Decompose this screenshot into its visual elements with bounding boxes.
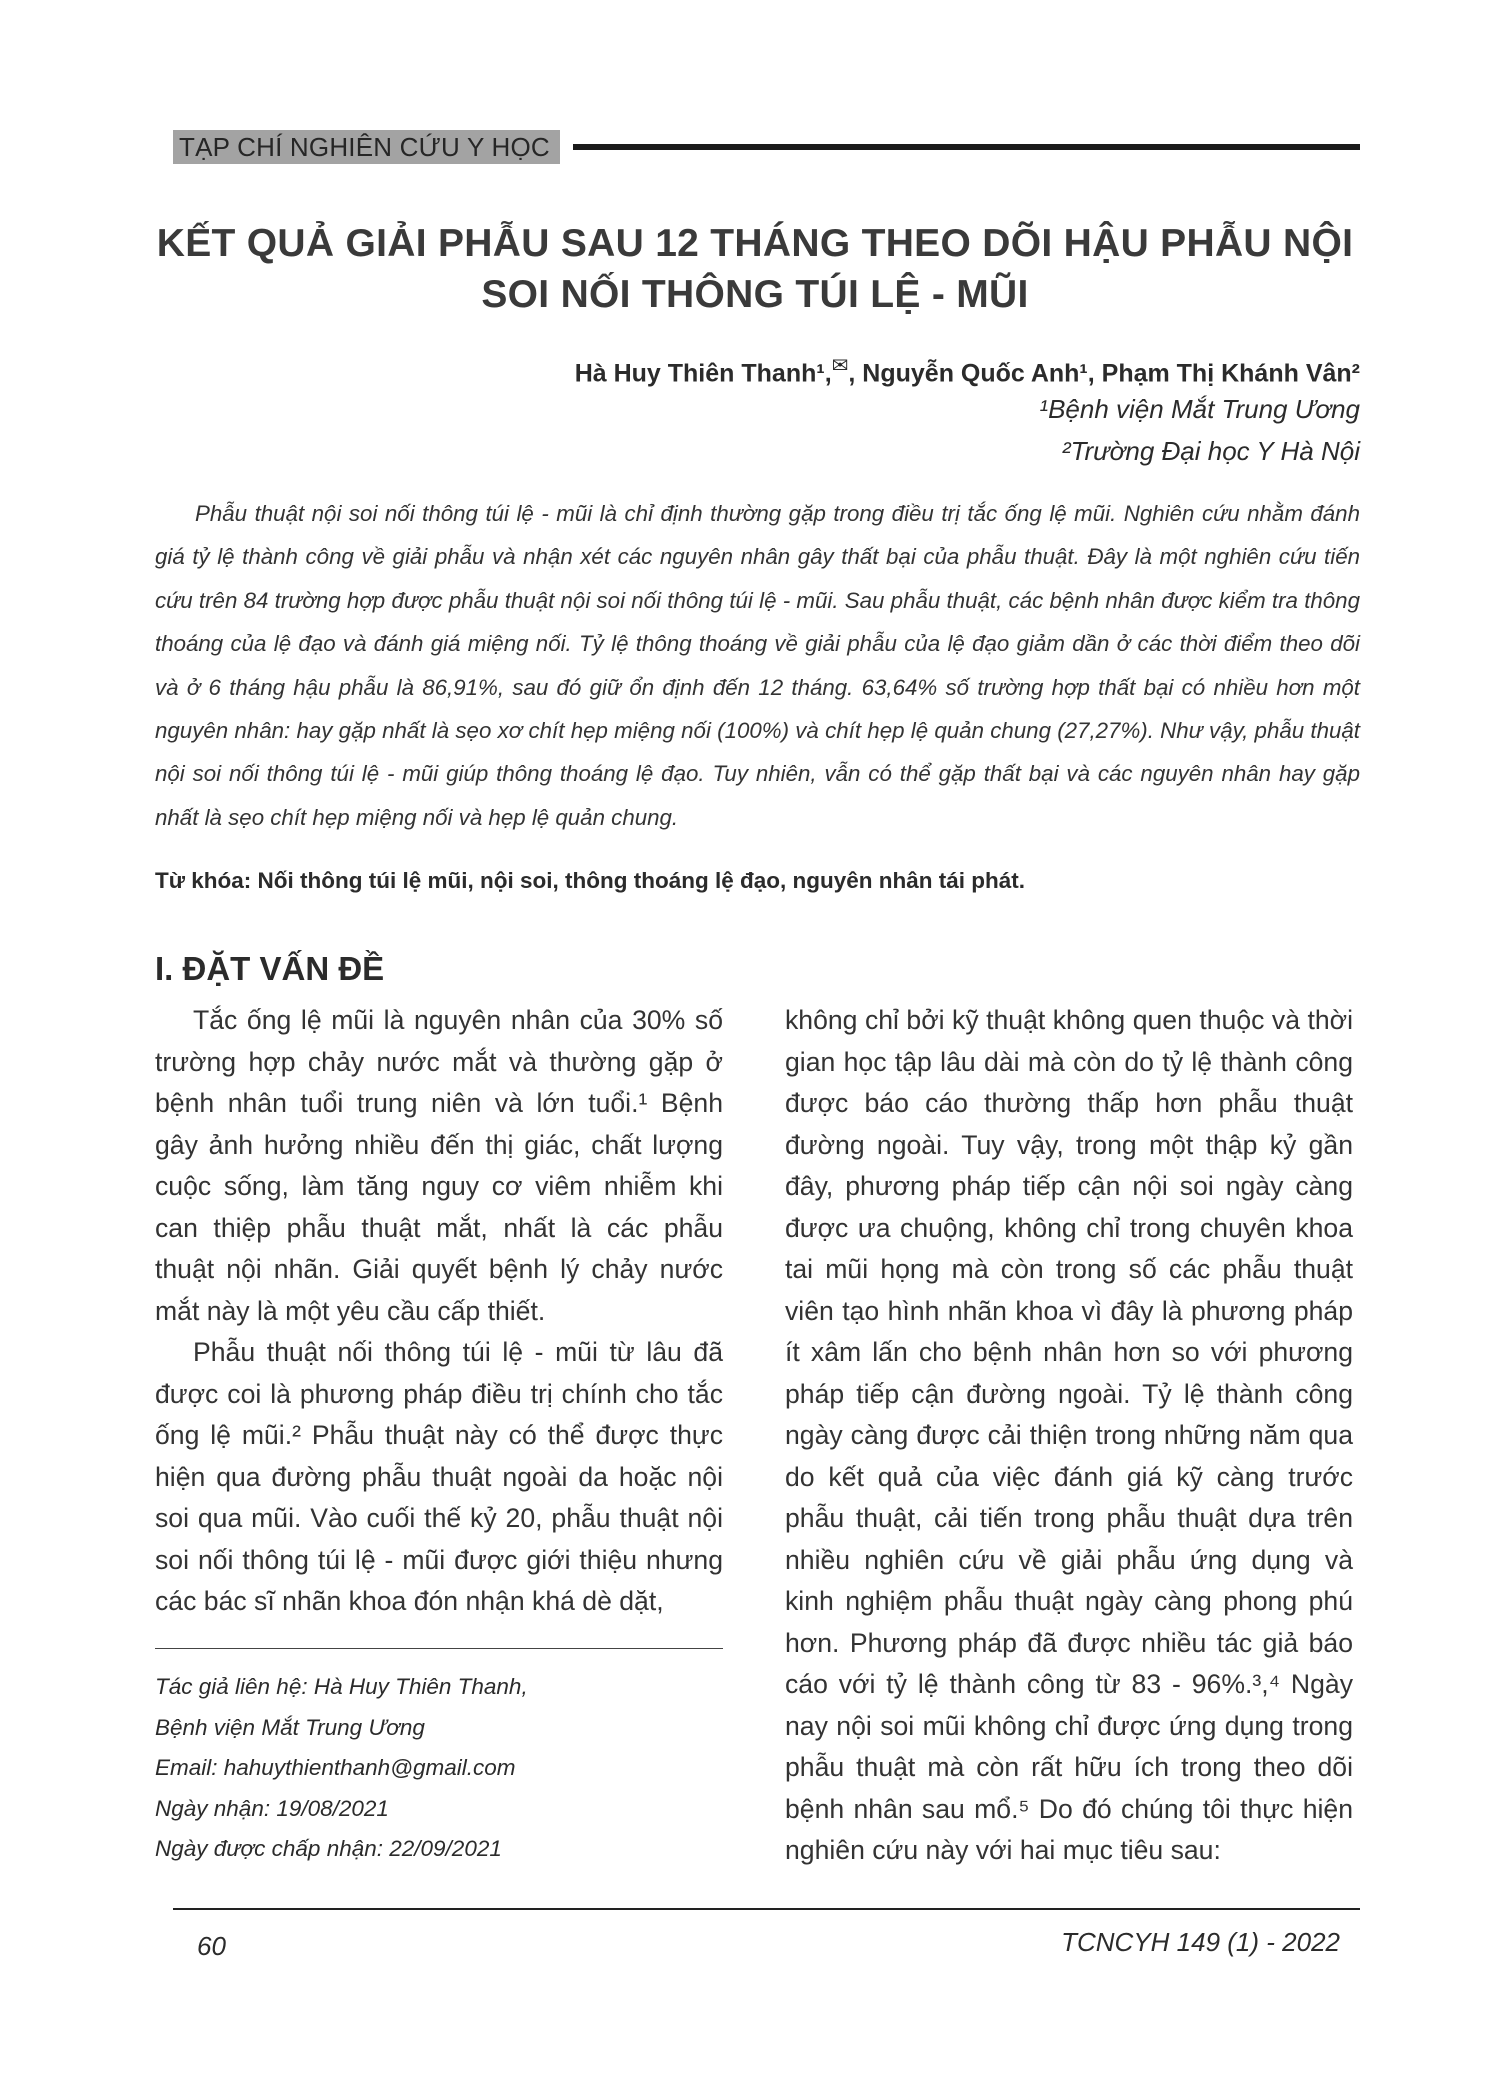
journal-header (173, 130, 1360, 164)
title-line-1: KẾT QUẢ GIẢI PHẪU SAU 12 THÁNG THEO DÕI HẬU PHẪU NỘI (156, 222, 1354, 265)
journal-name: TẠP CHÍ NGHIÊN CỨU Y HỌC (173, 130, 560, 164)
body-column-left (155, 1000, 723, 1623)
contact-author: Tác giả liên hệ: Hà Huy Thiên Thanh, (155, 1674, 528, 1699)
body-paragraph: Phẫu thuật nối thông túi lệ - mũi từ lâu đã được coi là phương pháp điều trị chính cho tắc ống lệ mũi.² Phẫu thuật này có thể được thực hiện qua đường phẫu thuật ngoài da hoặc nội soi qua mũi. Vào cuối thế kỷ 20, phẫu thuật nội soi nối thông túi lệ - mũi được giới thiệu nhưng các bác sĩ nhãn khoa đón nhận khá dè dặt, (155, 1337, 723, 1616)
author-rest: , Nguyễn Quốc Anh¹, Phạm Thị Khánh Vân² (848, 359, 1360, 388)
accepted-date: Ngày được chấp nhận: 22/09/2021 (155, 1836, 502, 1861)
title-line-2: SOI NỐI THÔNG TÚI LỆ - MŨI (481, 273, 1029, 316)
page-number: 60 (197, 1931, 226, 1961)
header-rule (573, 144, 1360, 150)
contact-hospital: Bệnh viện Mắt Trung Ương (155, 1714, 425, 1740)
author-first: Hà Huy Thiên Thanh¹, (574, 359, 832, 388)
body-paragraph: không chỉ bởi kỹ thuật không quen thuộc và thời gian học tập lâu dài mà còn do tỷ lệ thành công được báo cáo thường thấp hơn phẫu thuật đường ngoài. Tuy vậy, trong một thập kỷ gần đây, phương pháp tiếp cận nội soi ngày càng được ưa chuộng, không chỉ trong chuyên khoa tai mũi họng mà còn trong số các phẫu thuật viên tạo hình nhãn khoa vì đây là phương pháp ít xâm lấn cho bệnh nhân hơn so với phương pháp tiếp cận đường ngoài. Tỷ lệ thành công ngày càng được cải thiện trong những năm qua do kết quả của việc đánh giá kỹ càng trước phẫu thuật, cải tiến trong phẫu thuật dựa trên nhiều nghiên cứu về giải phẫu ứng dụng và kinh nghiệm phẫu thuật ngày càng phong phú hơn. Phương pháp đã được nhiều tác giả báo cáo với tỷ lệ thành công từ 83 - 96%.³,⁴ Ngày nay nội soi mũi không chỉ được ứng dụng trong phẫu thuật mà còn rất hữu ích trong theo dõi bệnh nhân sau mổ.⁵ Do đó chúng tôi thực hiện nghiên cứu này với hai mục tiêu sau: (785, 1005, 1353, 1865)
body-paragraph: Tắc ống lệ mũi là nguyên nhân của 30% số trường hợp chảy nước mắt và thường gặp ở bệnh nhân tuổi trung niên và lớn tuổi.¹ Bệnh gây ảnh hưởng nhiều đến thị giác, chất lượng cuộc sống, làm tăng nguy cơ viêm nhiễm khi can thiệp phẫu thuật mắt, nhất là các phẫu thuật nội nhãn. Giải quyết bệnh lý chảy nước mắt này là một yêu cầu cấp thiết. (155, 1005, 723, 1326)
keywords: Từ khóa: Nối thông túi lệ mũi, nội soi, thông thoáng lệ đạo, nguyên nhân tái phát. (155, 868, 1025, 893)
received-date: Ngày nhận: 19/08/2021 (155, 1795, 389, 1821)
abstract: Phẫu thuật nội soi nối thông túi lệ - mũi là chỉ định thường gặp trong điều trị tắc ống lệ mũi. Nghiên cứu nhằm đánh giá tỷ lệ thành công về giải phẫu và nhận xét các nguyên nhân gây thất bại của phẫu thuật. Đây là một nghiên cứu tiến cứu trên 84 trường hợp được phẫu thuật nội soi nối thông túi lệ - mũi. Sau phẫu thuật, các bệnh nhân được kiểm tra thông thoáng của lệ đạo và đánh giá miệng nối. Tỷ lệ thông thoáng về giải phẫu của lệ đạo giảm dần ở các thời điểm theo dõi và ở 6 tháng hậu phẫu là 86,91%, sau đó giữ ổn định đến 12 tháng. 63,64% số trường hợp thất bại có nhiều hơn một nguyên nhân: hay gặp nhất là sẹo xơ chít hẹp miệng nối (100%) và chít hẹp lệ quản chung (27,27%). Như vậy, phẫu thuật nội soi nối thông túi lệ - mũi giúp thông thoáng lệ đạo. Tuy nhiên, vẫn có thể gặp thất bại và các nguyên nhân hay gặp nhất là sẹo chít hẹp miệng nối và hẹp lệ quản chung. (155, 501, 1360, 830)
author-list (575, 353, 1360, 388)
article-title (150, 218, 1360, 320)
contact-email: Email: hahuythienthanh@gmail.com (155, 1755, 516, 1780)
footnote-divider (155, 1648, 723, 1649)
section-heading: I. ĐẶT VẤN ĐỀ (155, 950, 385, 987)
body-column-right (785, 1000, 1353, 1872)
envelope-icon: ✉ (831, 355, 849, 377)
journal-issue: TCNCYH 149 (1) - 2022 (1061, 1927, 1340, 1957)
affiliation-2: ²Trường Đại học Y Hà Nội (1061, 436, 1360, 466)
affiliation-1: ¹Bệnh viện Mắt Trung Ương (1039, 394, 1360, 424)
correspondence-footnote (155, 1667, 528, 1870)
footer-rule (173, 1908, 1360, 1910)
